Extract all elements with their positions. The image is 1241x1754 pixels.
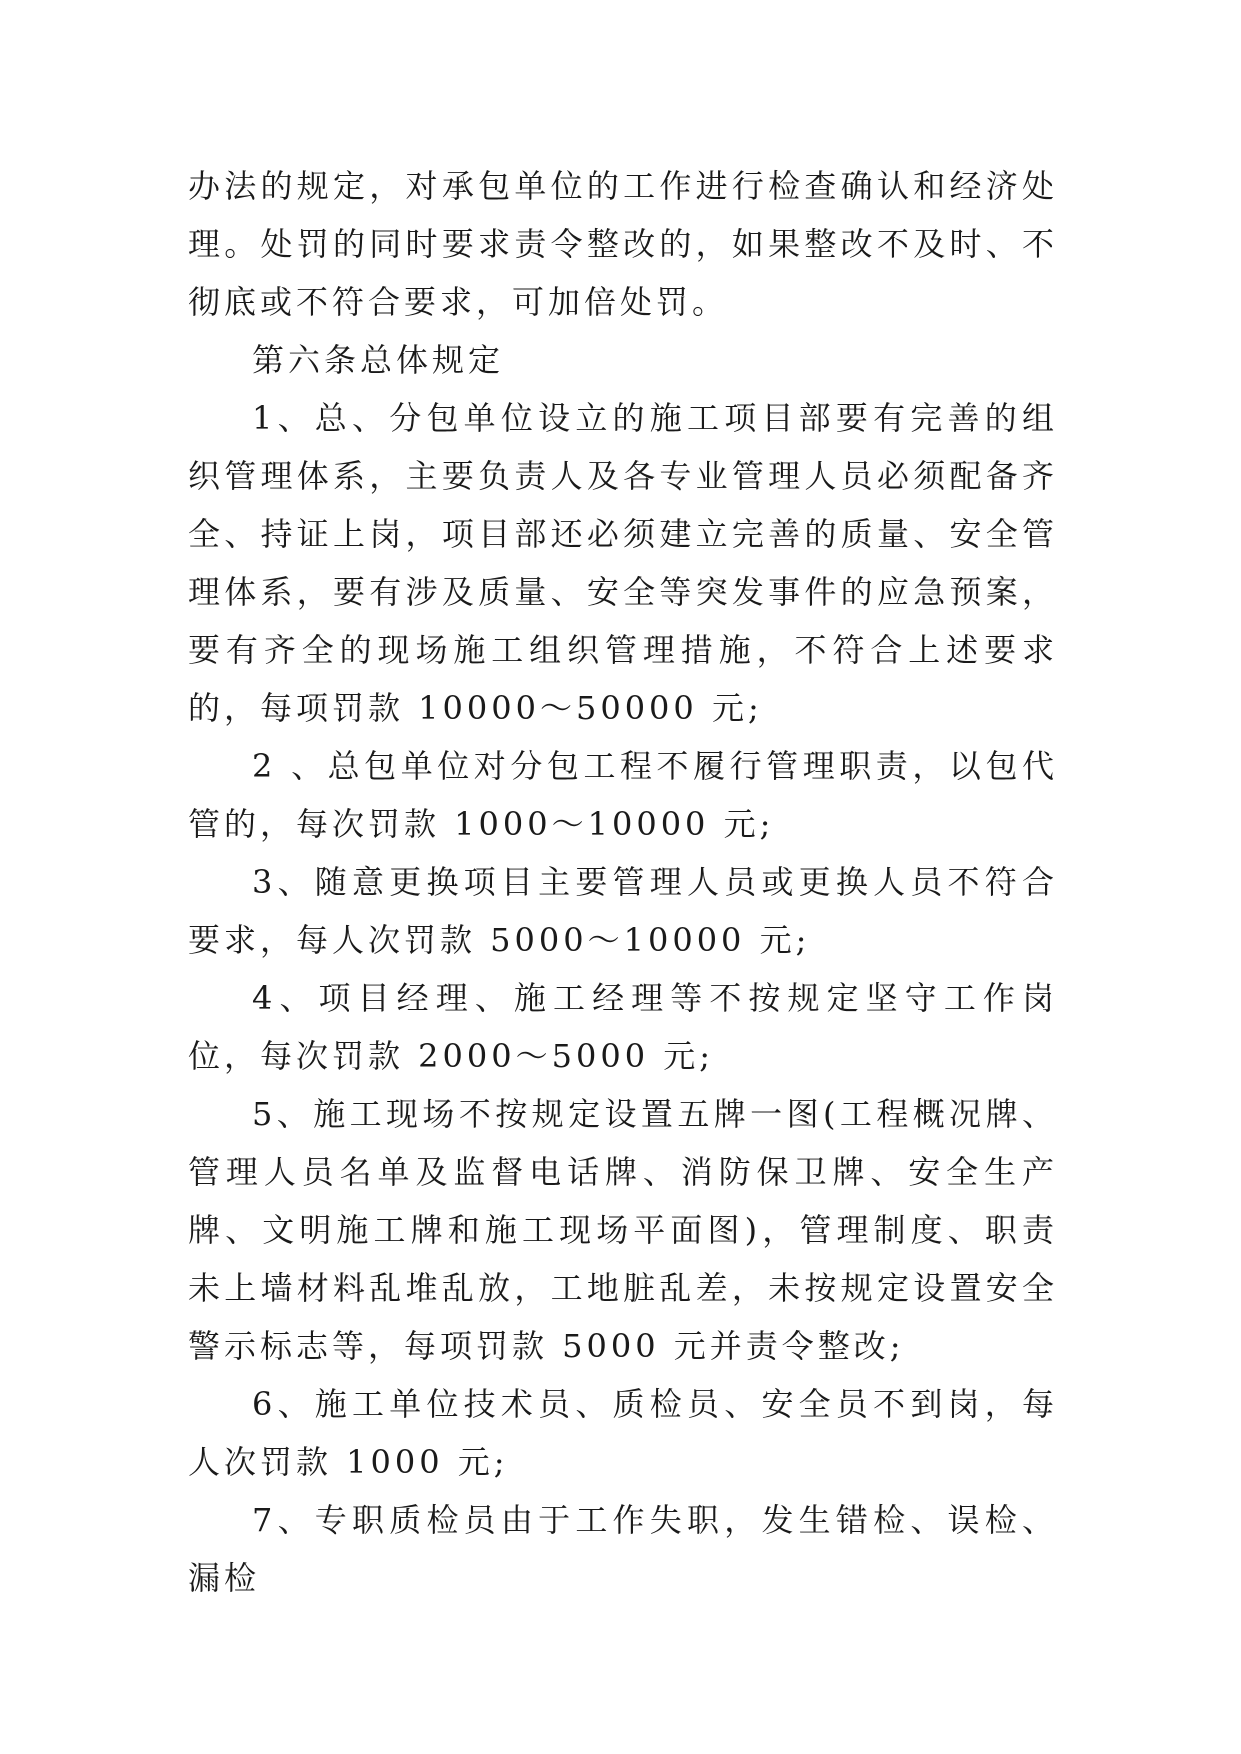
clause-6: 6、施工单位技术员、质检员、安全员不到岗，每人次罚款 1000 元; bbox=[188, 1385, 1058, 1481]
clause-4: 4、项目经理、施工经理等不按规定坚守工作岗位，每次罚款 2000～5000 元; bbox=[188, 979, 1058, 1075]
document-body bbox=[188, 157, 1058, 1607]
clause-2: 2 、总包单位对分包工程不履行管理职责，以包代管的，每次罚款 1000～10000 元; bbox=[188, 747, 1058, 843]
clause-3: 3、随意更换项目主要管理人员或更换人员不符合要求，每人次罚款 5000～10000 元; bbox=[188, 863, 1058, 959]
clause-5: 5、施工现场不按规定设置五牌一图(工程概况牌、管理人员名单及监督电话牌、消防保卫牌、安全生产牌、文明施工牌和施工现场平面图)，管理制度、职责未上墙材料乱堆乱放，工地脏乱差，未按规定设置安全警示标志等，每项罚款 5000 元并责令整改; bbox=[188, 1095, 1058, 1365]
clause-1: 1、总、分包单位设立的施工项目部要有完善的组织管理体系，主要负责人及各专业管理人员必须配备齐全、持证上岗，项目部还必须建立完善的质量、安全管理体系，要有涉及质量、安全等突发事件的应急预案，要有齐全的现场施工组织管理措施，不符合上述要求的，每项罚款 10000～50000 元; bbox=[188, 399, 1058, 727]
article-six-heading: 第六条总体规定 bbox=[252, 341, 505, 379]
paragraph-penalty-rules-continued: 办法的规定，对承包单位的工作进行检查确认和经济处理。处罚的同时要求责令整改的，如果整改不及时、不彻底或不符合要求，可加倍处罚。 bbox=[188, 167, 1058, 321]
clause-7: 7、专职质检员由于工作失职，发生错检、误检、漏检 bbox=[188, 1501, 1058, 1597]
